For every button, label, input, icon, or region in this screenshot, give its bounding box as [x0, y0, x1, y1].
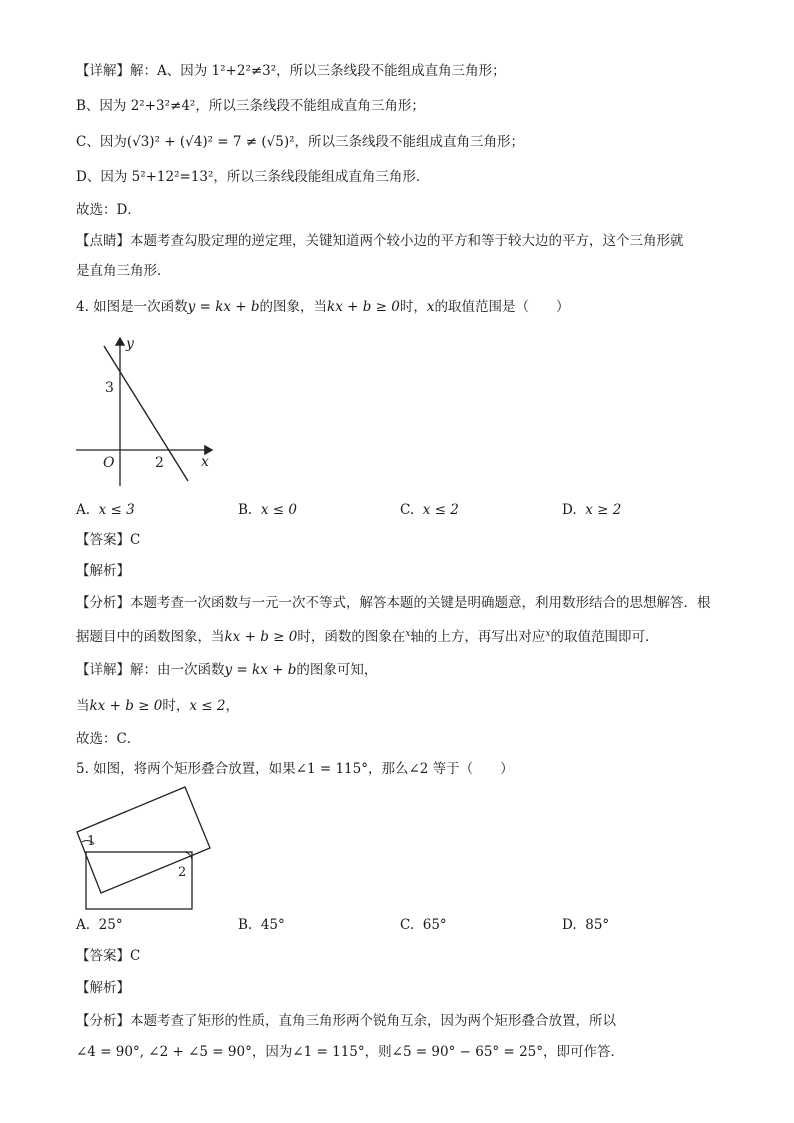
linear-function-graph	[70, 332, 220, 492]
x-intercept-label: 2	[155, 455, 164, 471]
analysis-heading-4: 【解析】	[76, 563, 130, 579]
detail-4-line-1: 【详解】解：由一次函数y = kx + b的图象可知，	[76, 662, 378, 678]
note-line-2: 是直角三角形．	[76, 263, 171, 279]
solution-line-a: 【详解】解：A、因为 1²+2²≠3²，所以三条线段不能组成直角三角形；	[76, 63, 506, 79]
analysis-5-line-1: 【分析】本题考查了矩形的性质，直角三角形两个锐角互余，因为两个矩形叠合放置，所以	[76, 1013, 616, 1029]
formula-c: (√3)² + (√4)² = 7 ≠ (√5)²	[126, 134, 295, 150]
analysis-4-line-1: 【分析】本题考查一次函数与一元一次不等式，解答本题的关键是明确题意，利用数形结合的思想解答．根	[76, 595, 711, 611]
x-axis-label: x	[201, 454, 209, 470]
angle-1-label: 1	[87, 834, 96, 849]
q4-option-d: D. x ≥ 2	[562, 502, 622, 518]
y-intercept-label: 3	[105, 380, 114, 396]
question-5: 5. 如图，将两个矩形叠合放置，如果∠1 = 115°，那么∠2 等于（ ）	[76, 761, 514, 777]
note-line-1: 【点睛】本题考查勾股定理的逆定理，关键知道两个较小边的平方和等于较大边的平方，这个三角形就	[76, 233, 684, 249]
q4-option-a: A. x ≤ 3	[76, 502, 135, 518]
analysis-heading-5: 【解析】	[76, 980, 130, 996]
answer-4: 【答案】C	[76, 532, 141, 548]
bottom-rectangle	[86, 852, 192, 909]
choice-line-q4: 故选：C．	[76, 731, 141, 747]
function-line	[104, 346, 188, 481]
overlapping-rectangles-figure	[70, 782, 220, 912]
tilted-rectangle	[77, 787, 210, 893]
angle-2-label: 2	[178, 865, 187, 880]
solution-line-d: D、因为 5²+12²=13²，所以三条线段能组成直角三角形．	[76, 169, 430, 185]
detail-4-line-2: 当kx + b ≥ 0时，x ≤ 2，	[76, 698, 239, 714]
q4-option-b: B. x ≤ 0	[238, 502, 297, 518]
q4-option-c: C. x ≤ 2	[400, 502, 459, 518]
q5-option-b: B. 45°	[238, 917, 285, 933]
origin-label: O	[103, 455, 115, 471]
choice-line-q3: 故选：D．	[76, 202, 141, 218]
question-4: 4. 如图是一次函数y = kx + b的图象，当kx + b ≥ 0时，x的取值范围是（ ）	[76, 299, 570, 315]
analysis-4-line-2: 据题目中的函数图象，当kx + b ≥ 0时，函数的图象在$^x$轴的上方，再写出对应$^x$的取值范围即可．	[76, 629, 659, 645]
q5-option-d: D. 85°	[562, 917, 610, 933]
answer-5: 【答案】C	[76, 948, 141, 964]
q5-option-a: A. 25°	[76, 917, 123, 933]
solution-line-c: C、因为(√3)² + (√4)² = 7 ≠ (√5)²，所以三条线段不能组成直角三角形；	[76, 134, 525, 150]
analysis-5-line-2: ∠4 = 90°, ∠2 + ∠5 = 90°，因为∠1 = 115°，则∠5 = 90° − 65° = 25°，即可作答．	[76, 1044, 625, 1060]
q5-option-c: C. 65°	[400, 917, 447, 933]
solution-line-b: B、因为 2²+3²≠4²，所以三条线段不能组成直角三角形；	[76, 98, 425, 114]
y-axis-label: y	[126, 336, 134, 352]
